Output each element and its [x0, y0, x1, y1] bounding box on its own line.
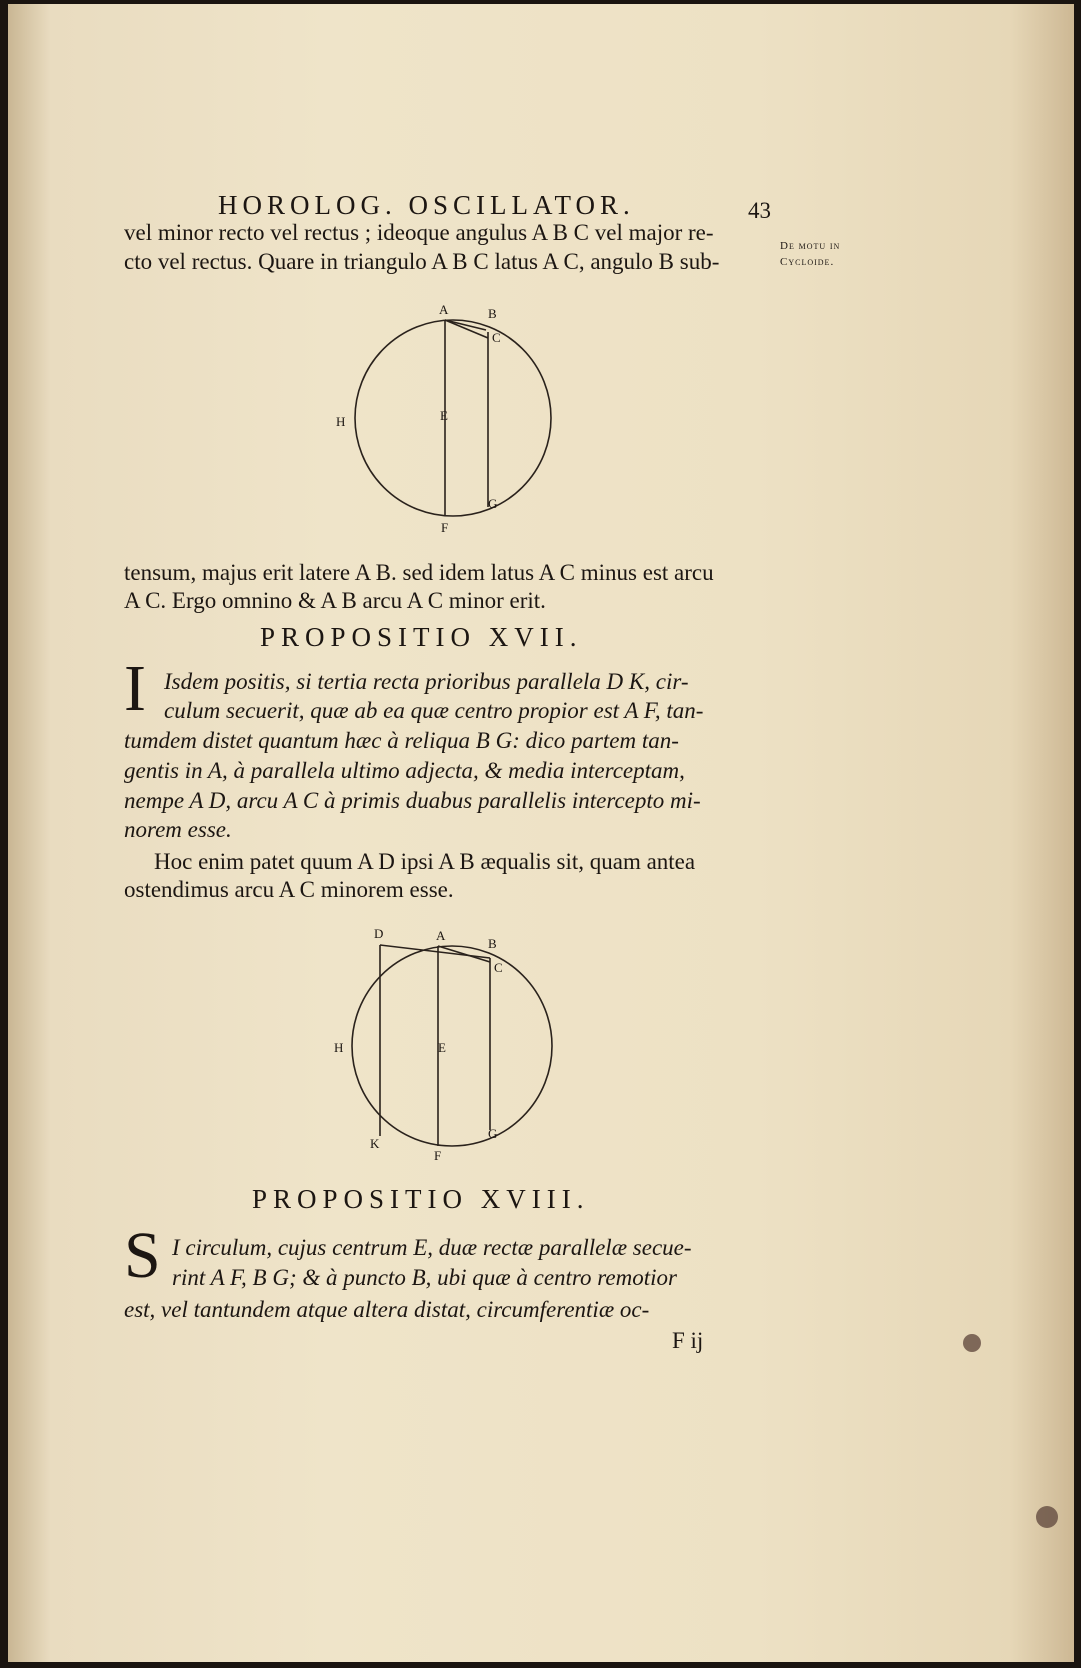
margin-note-line: De motu in	[780, 240, 841, 252]
label-c: C	[494, 960, 503, 975]
text-line: Isdem positis, si tertia recta prioribus parallela D K, cir-	[164, 669, 689, 694]
text-line: tensum, majus erit latere A B. sed idem latus A C minus est arcu	[124, 560, 714, 585]
text-line: A C. Ergo omnino & A B arcu A C minor erit.	[124, 588, 546, 613]
label-e: E	[440, 408, 448, 423]
page-number: 43	[748, 198, 771, 223]
margin-note	[780, 238, 840, 270]
text-line: Hoc enim patet quum A D ipsi A B æqualis sit, quam antea	[154, 849, 696, 874]
label-d: D	[374, 926, 384, 941]
book-page	[8, 4, 1074, 1662]
ink-spot	[1036, 1506, 1058, 1528]
margin-note-line: Cycloide.	[780, 256, 835, 268]
circle	[355, 320, 551, 516]
label-c: C	[492, 330, 501, 345]
label-a: A	[439, 302, 449, 317]
running-title: HOROLOG. OSCILLATOR.	[218, 190, 635, 220]
label-f: F	[441, 520, 449, 535]
text-line: norem esse.	[124, 817, 232, 842]
chord-ab	[438, 946, 490, 962]
drop-cap: S	[124, 1219, 161, 1292]
label-k: K	[370, 1136, 380, 1151]
circle	[352, 946, 552, 1146]
label-a: A	[436, 928, 446, 943]
label-e: E	[438, 1040, 446, 1055]
figure-1-circle-diagram	[308, 300, 568, 536]
text-line: vel minor recto vel rectus ; ideoque angulus A B C vel major re-	[124, 220, 714, 245]
figure-2-circle-diagram	[308, 924, 568, 1164]
label-g: G	[488, 1126, 498, 1141]
label-b: B	[488, 306, 497, 321]
text-line: est, vel tantundem atque altera distat, circumferentiæ oc-	[124, 1297, 650, 1322]
text-line: culum secuerit, quæ ab ea quæ centro propior est A F, tan-	[164, 698, 704, 723]
proposition-17-title: PROPOSITIO XVII.	[260, 622, 583, 652]
label-h: H	[334, 1040, 344, 1055]
text-line: ostendimus arcu A C minorem esse.	[124, 877, 454, 902]
label-h: H	[336, 414, 346, 429]
signature-mark: F ij	[672, 1328, 704, 1353]
label-g: G	[488, 496, 498, 511]
drop-cap: I	[124, 652, 146, 725]
ink-spot	[963, 1334, 981, 1352]
label-f: F	[434, 1148, 442, 1163]
proposition-18-title: PROPOSITIO XVIII.	[252, 1184, 590, 1214]
text-line: gentis in A, à parallela ultimo adjecta, & media interceptam,	[124, 758, 685, 783]
text-line: rint A F, B G; & à puncto B, ubi quæ à centro remotior	[172, 1265, 677, 1290]
text-line: I circulum, cujus centrum E, duæ rectæ parallelæ secue-	[172, 1235, 692, 1260]
text-line: nempe A D, arcu A C à primis duabus parallelis intercepto mi-	[124, 788, 701, 813]
label-b: B	[488, 936, 497, 951]
text-line: cto vel rectus. Quare in triangulo A B C latus A C, angulo B sub-	[124, 249, 720, 274]
text-line: tumdem distet quantum hæc à reliqua B G: dico partem tan-	[124, 728, 679, 753]
